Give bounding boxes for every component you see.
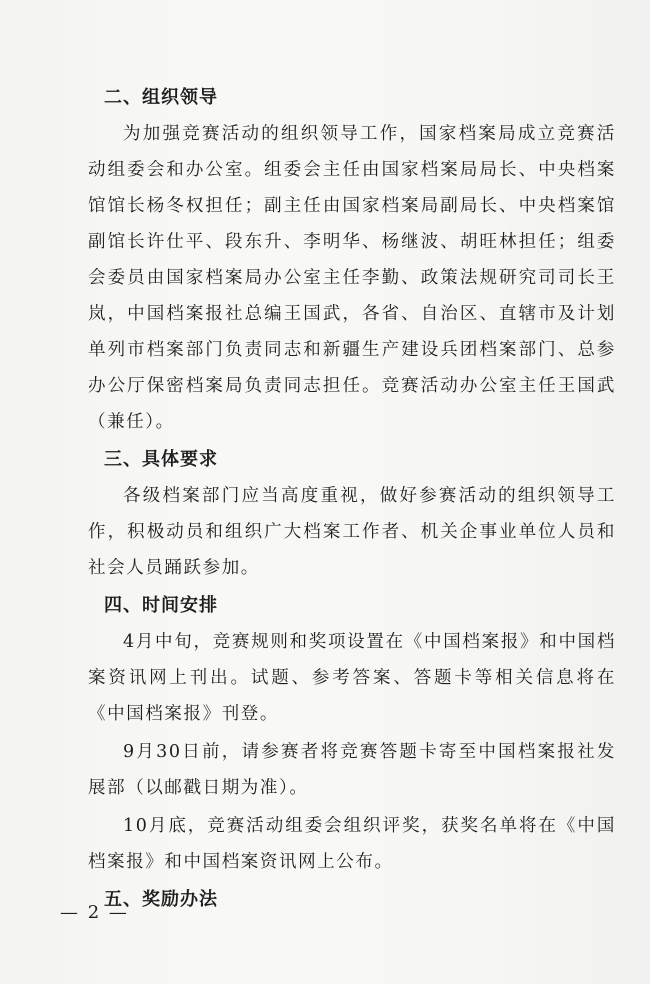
paragraph-requirements: 各级档案部门应当高度重视，做好参赛活动的组织领导工作，积极动员和组织广大档案工作者、机关企事业单位人员和社会人员踊跃参加。 [88,486,616,578]
section-heading-schedule: 四、时间安排 [104,595,218,616]
section-heading-requirements: 三、具体要求 [104,449,218,470]
document-body [88,80,616,918]
paragraph-schedule-april: 4月中旬，竞赛规则和奖项设置在《中国档案报》和中国档案资讯网上刊出。试题、参考答案、答题卡等相关信息将在《中国档案报》刊登。 [88,632,616,724]
section-heading-awards: 五、奖励办法 [104,889,218,910]
paragraph-schedule-september: 9月30日前，请参赛者将竞赛答题卡寄至中国档案报社发展部（以邮戳日期为准）。 [88,742,616,798]
paragraph-schedule-october: 10月底，竞赛活动组委会组织评奖，获奖名单将在《中国档案报》和中国档案资讯网上公布。 [88,816,616,872]
paragraph-organization: 为加强竞赛活动的组织领导工作，国家档案局成立竞赛活动组委会和办公室。组委会主任由国家档案局局长、中央档案馆馆长杨冬权担任；副主任由国家档案局副局长、中央档案馆副馆长许仕平、段东升、李明华、杨继波、胡旺林担任；组委会委员由国家档案局办公室主任李勤、政策法规研究司司长王岚，中国档案报社总编王国武，各省、自治区、直辖市及计划单列市档案部门负责同志和新疆生产建设兵团档案部门、总参办公厅保密档案局负责同志担任。竞赛活动办公室主任王国武（兼任）。 [88,124,616,432]
section-heading-organization: 二、组织领导 [104,87,218,108]
page-number: — 2 — [60,902,129,923]
